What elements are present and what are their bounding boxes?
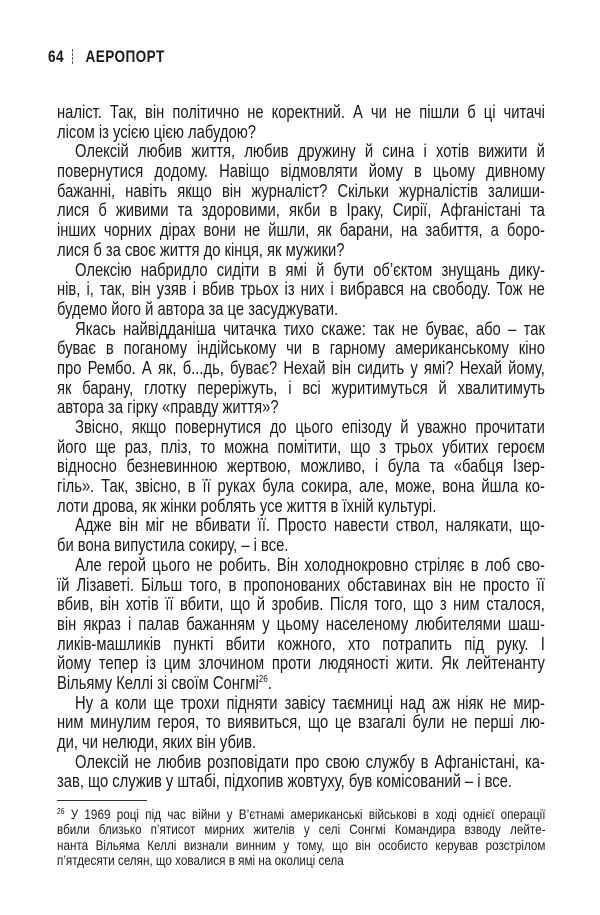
text-line [57, 536, 545, 556]
text-line [57, 241, 545, 261]
line-text: лися б живими та здоровими, якби в Іраку, Сирії, Афганістані та [57, 200, 545, 221]
line-text: Якась найвідданіша читачка тихо скаже: так не буває, або – так [75, 318, 545, 339]
running-title: АЕРОПОРТ [85, 47, 165, 66]
line-text: як барану, глотку переріжуть, і всі журитимуться й хвалитимуть [57, 377, 545, 398]
line-text: ди, чи нелюди, яких він убив. [57, 732, 257, 752]
line-text: інших чорних дірах вони не йшли, як барани, на забиття, а боро- [57, 220, 545, 241]
running-header [48, 47, 165, 67]
footnote-line [57, 838, 545, 853]
text-line [57, 674, 545, 694]
footnote-text: У 1969 році під час війни у В’єтнамі американські військові в ході однієї операції [70, 806, 546, 822]
text-line [57, 753, 545, 773]
text-line [57, 418, 545, 438]
text-line [57, 576, 545, 596]
text-line [57, 182, 545, 202]
paragraph [57, 418, 545, 516]
text-line [57, 635, 545, 655]
text-line [57, 201, 545, 221]
paragraph [57, 694, 545, 753]
text-line [57, 379, 545, 399]
text-line [57, 280, 545, 300]
text-line [57, 300, 545, 320]
text-line [57, 123, 545, 143]
text-line [57, 221, 545, 241]
line-text: Адже він міг не вбивати її. Просто навести ствол, налякати, що- [75, 515, 545, 536]
paragraph [57, 516, 545, 555]
footnote-line [57, 822, 545, 837]
line-text: його ще раз, пліз, то можна помітити, що з трьох убитих героєм [57, 436, 545, 457]
text-line [57, 142, 545, 162]
paragraph [57, 753, 545, 792]
text-line [57, 398, 545, 418]
line-text: відносно безневинною жертвою, можливо, і була та «бабця Ізер- [57, 456, 545, 477]
line-text: будемо його й автора за це засуджувати. [57, 298, 339, 319]
text-line [57, 694, 545, 714]
line-text: ним минулим героя, то виявиться, що це взагалі були не перші лю- [57, 712, 545, 733]
text-line [57, 516, 545, 536]
footnote-line [57, 807, 545, 822]
line-text: йому тепер із цим злочином проти людяності жити. Як лейтенанту [57, 653, 545, 674]
text-line [57, 713, 545, 733]
line-text: би вона випустила сокиру, – і все. [57, 535, 289, 556]
text-line [57, 556, 545, 576]
footnote-text: нанта Вільяма Келлі визнали винним у тому, що він особисто керував розстрілом [57, 836, 546, 853]
line-text: Звісно, якщо повернутися до цього епізоду й уважно прочитати [75, 417, 545, 437]
page-number: 64 [48, 47, 64, 66]
paragraph [57, 261, 545, 320]
footnote-rule [57, 800, 147, 801]
text-line [57, 339, 545, 359]
footnote-reference[interactable]: 26 [258, 673, 268, 685]
footnote-marker: 26 [57, 807, 65, 816]
text-line [57, 733, 545, 753]
line-text: наліст. Так, він політично не коректний. А чи не пішли б ці читачі [57, 102, 545, 122]
line-text: бажанні, навіть якщо він журналіст? Скільки журналістів залиши- [57, 180, 545, 201]
footnote-text: п’ятдесяти селян, що ховалися в ямі на околиці села [57, 851, 344, 868]
footnote-text: вбили близько п’ятисот мирних жителів у селі Сонгмі Командира взводу лейте- [57, 821, 546, 838]
body-text [57, 103, 545, 792]
text-line [57, 477, 545, 497]
line-text: нів, і, так, він узяв і вбив трьох із них і вибрався на свободу. Тож не [57, 279, 545, 300]
text-line [57, 320, 545, 340]
text-line [57, 438, 545, 458]
text-line [57, 497, 545, 517]
line-text: Але герой цього не робить. Він холоднокровно стріляє в лоб сво- [75, 554, 545, 575]
line-text: ликів-машликів пункті вбити кожного, хто потрапить під руку. І [57, 633, 545, 654]
paragraph [57, 320, 545, 418]
line-text: він якраз і палав бажанням у цьому населеному любителями шаш- [57, 613, 545, 634]
text-line [57, 103, 545, 123]
line-text: про Рембо. А як, б...дь, буває? Нехай він сидить у ямі? Нехай йому, [57, 357, 545, 378]
footnote-line [57, 853, 545, 868]
line-text: вбив, він хотів її вбити, що й зробив. Після того, що з ним сталося, [57, 594, 545, 615]
text-line [57, 457, 545, 477]
line-text: Олексій не любив розповідати про свою службу в Афганістані, ка- [75, 751, 545, 772]
text-line [57, 654, 545, 674]
line-text: Ну а коли ще трохи підняти завісу таємниці над аж ніяк не мир- [75, 692, 545, 713]
line-text: їй Лізаветі. Більш того, в пропонованих обставинах він не просто її [57, 574, 545, 595]
paragraph [57, 103, 545, 142]
line-text: лоти дрова, як жінки роблять усе життя в їхній культурі. [57, 495, 437, 516]
line-text: гіль». Так, звісно, в її руках була сокира, але, може, вона йшла ко- [57, 476, 545, 497]
line-text: лісом із усією цією лабудою? [57, 121, 257, 142]
line-text: буває в поганому індійському чи в гарному американському кіно [57, 338, 545, 359]
text-line [57, 261, 545, 281]
text-line [57, 772, 545, 792]
paragraph [57, 142, 545, 260]
line-text: Вільяму Келлі зі своїм Сонгмі [57, 672, 259, 693]
line-text: зав, що служив у штабі, підхопив жовтуху, був комісований – і все. [57, 771, 512, 792]
line-text: Олексію набридло сидіти в ямі й бути об’єктом знущань дику- [75, 259, 545, 280]
header-separator [72, 49, 74, 64]
text-line [57, 359, 545, 379]
paragraph [57, 556, 545, 694]
text-line [57, 615, 545, 635]
text-line [57, 162, 545, 182]
line-text: автора за гірку «правду життя»? [57, 397, 279, 418]
footnote [57, 807, 545, 868]
line-text: Олексій любив життя, любив дружину й сина і хотів вижити й [75, 141, 545, 162]
line-text: повернутися додому. Навіщо відмовляти йому в цьому дивному [57, 161, 545, 182]
line-text-tail: . [267, 672, 272, 693]
line-text: лися б за своє життя до кінця, як мужики? [57, 239, 345, 260]
text-line [57, 595, 545, 615]
